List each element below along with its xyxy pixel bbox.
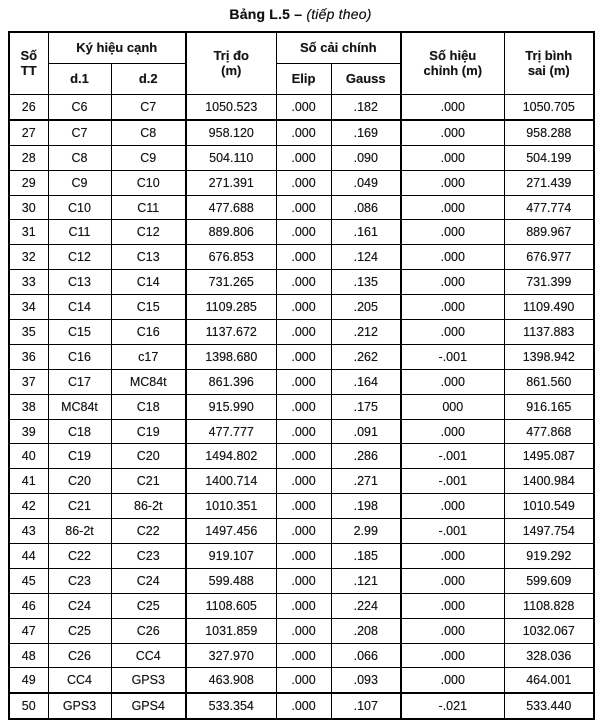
- cell-tri-binh-sai: 1050.705: [504, 95, 594, 120]
- cell-d2: C25: [111, 593, 186, 618]
- cell-tri-binh-sai: 477.868: [504, 419, 594, 444]
- cell-d2: C24: [111, 568, 186, 593]
- cell-d1: C24: [48, 593, 111, 618]
- cell-so-hieu-chinh: -.001: [401, 519, 504, 544]
- cell-d1: C26: [48, 643, 111, 668]
- cell-so-tt: 44: [9, 544, 48, 569]
- table-row: [9, 444, 594, 469]
- cell-so-hieu-chinh: -.021: [401, 693, 504, 719]
- cell-so-tt: 35: [9, 320, 48, 345]
- cell-d1: GPS3: [48, 693, 111, 719]
- cell-tri-binh-sai: 1032.067: [504, 618, 594, 643]
- cell-d1: C18: [48, 419, 111, 444]
- cell-d1: MC84t: [48, 394, 111, 419]
- cell-elip: .000: [276, 444, 331, 469]
- cell-gauss: .135: [331, 270, 401, 295]
- cell-d1: C7: [48, 120, 111, 145]
- cell-tri-do: 889.806: [186, 220, 276, 245]
- cell-so-hieu-chinh: -.001: [401, 444, 504, 469]
- header-ky-hieu-canh: Ký hiệu cạnh: [48, 32, 186, 64]
- table-row: [9, 95, 594, 120]
- cell-gauss: .066: [331, 643, 401, 668]
- cell-tri-binh-sai: 328.036: [504, 643, 594, 668]
- table-row: [9, 419, 594, 444]
- cell-d2: C18: [111, 394, 186, 419]
- cell-d2: 86-2t: [111, 494, 186, 519]
- cell-elip: .000: [276, 668, 331, 693]
- cell-tri-binh-sai: 533.440: [504, 693, 594, 719]
- cell-elip: .000: [276, 120, 331, 145]
- cell-d1: C23: [48, 568, 111, 593]
- cell-so-hieu-chinh: .000: [401, 494, 504, 519]
- table-row: [9, 618, 594, 643]
- cell-so-tt: 34: [9, 295, 48, 320]
- cell-so-hieu-chinh: .000: [401, 120, 504, 145]
- cell-elip: .000: [276, 170, 331, 195]
- cell-so-tt: 43: [9, 519, 48, 544]
- cell-so-tt: 40: [9, 444, 48, 469]
- cell-tri-binh-sai: 861.560: [504, 369, 594, 394]
- cell-elip: .000: [276, 245, 331, 270]
- cell-so-hieu-chinh: 000: [401, 394, 504, 419]
- cell-tri-binh-sai: 464.001: [504, 668, 594, 693]
- cell-tri-do: 1010.351: [186, 494, 276, 519]
- cell-so-tt: 48: [9, 643, 48, 668]
- cell-tri-do: 1109.285: [186, 295, 276, 320]
- cell-gauss: .169: [331, 120, 401, 145]
- cell-tri-do: 1108.605: [186, 593, 276, 618]
- cell-d1: C12: [48, 245, 111, 270]
- cell-d1: 86-2t: [48, 519, 111, 544]
- cell-d1: C14: [48, 295, 111, 320]
- cell-d2: C9: [111, 145, 186, 170]
- cell-gauss: .271: [331, 469, 401, 494]
- cell-gauss: .164: [331, 369, 401, 394]
- cell-so-hieu-chinh: .000: [401, 593, 504, 618]
- cell-elip: .000: [276, 568, 331, 593]
- cell-d1: C8: [48, 145, 111, 170]
- cell-so-hieu-chinh: .000: [401, 95, 504, 120]
- table-row: [9, 668, 594, 693]
- cell-d2: C15: [111, 295, 186, 320]
- table-title-suffix: (tiếp theo): [306, 6, 372, 22]
- cell-tri-binh-sai: 271.439: [504, 170, 594, 195]
- cell-d1: C17: [48, 369, 111, 394]
- table-row: [9, 568, 594, 593]
- cell-gauss: .198: [331, 494, 401, 519]
- cell-so-hieu-chinh: .000: [401, 419, 504, 444]
- table-row: [9, 593, 594, 618]
- table-header: [9, 32, 594, 95]
- table-row: [9, 394, 594, 419]
- cell-tri-binh-sai: 889.967: [504, 220, 594, 245]
- cell-d2: C21: [111, 469, 186, 494]
- cell-tri-binh-sai: 1108.828: [504, 593, 594, 618]
- cell-so-tt: 45: [9, 568, 48, 593]
- cell-gauss: .124: [331, 245, 401, 270]
- header-tri-binh-sai: Trị bình sai (m): [504, 32, 594, 95]
- cell-so-hieu-chinh: .000: [401, 220, 504, 245]
- cell-so-tt: 41: [9, 469, 48, 494]
- cell-so-tt: 27: [9, 120, 48, 145]
- cell-gauss: .182: [331, 95, 401, 120]
- cell-so-tt: 49: [9, 668, 48, 693]
- cell-tri-do: 271.391: [186, 170, 276, 195]
- table-row: [9, 544, 594, 569]
- cell-gauss: .212: [331, 320, 401, 345]
- header-d1: d.1: [48, 64, 111, 95]
- cell-d1: C11: [48, 220, 111, 245]
- cell-tri-do: 1494.802: [186, 444, 276, 469]
- cell-elip: .000: [276, 220, 331, 245]
- cell-tri-do: 919.107: [186, 544, 276, 569]
- cell-gauss: .091: [331, 419, 401, 444]
- cell-so-tt: 30: [9, 195, 48, 220]
- cell-d1: C15: [48, 320, 111, 345]
- cell-elip: .000: [276, 618, 331, 643]
- cell-d2: C20: [111, 444, 186, 469]
- cell-tri-do: 861.396: [186, 369, 276, 394]
- cell-so-hieu-chinh: .000: [401, 668, 504, 693]
- cell-tri-do: 477.688: [186, 195, 276, 220]
- cell-d1: C9: [48, 170, 111, 195]
- cell-tri-do: 1050.523: [186, 95, 276, 120]
- cell-so-hieu-chinh: .000: [401, 643, 504, 668]
- cell-so-tt: 37: [9, 369, 48, 394]
- cell-gauss: .161: [331, 220, 401, 245]
- cell-d1: C6: [48, 95, 111, 120]
- cell-d1: CC4: [48, 668, 111, 693]
- table-title: [8, 0, 593, 22]
- cell-tri-binh-sai: 1400.984: [504, 469, 594, 494]
- table-row: [9, 643, 594, 668]
- cell-tri-binh-sai: 731.399: [504, 270, 594, 295]
- table-row: [9, 693, 594, 719]
- table-title-dash: –: [294, 6, 303, 22]
- cell-gauss: .224: [331, 593, 401, 618]
- cell-so-tt: 36: [9, 344, 48, 369]
- cell-tri-do: 327.970: [186, 643, 276, 668]
- cell-tri-binh-sai: 599.609: [504, 568, 594, 593]
- cell-tri-do: 599.488: [186, 568, 276, 593]
- survey-adjustment-table: [8, 31, 595, 720]
- cell-so-tt: 47: [9, 618, 48, 643]
- cell-d1: C16: [48, 344, 111, 369]
- cell-so-tt: 28: [9, 145, 48, 170]
- cell-elip: .000: [276, 369, 331, 394]
- cell-so-tt: 39: [9, 419, 48, 444]
- table-row: [9, 145, 594, 170]
- table-row: [9, 120, 594, 145]
- cell-tri-do: 676.853: [186, 245, 276, 270]
- header-so-tt: Số TT: [9, 32, 48, 95]
- cell-gauss: .049: [331, 170, 401, 195]
- cell-d1: C21: [48, 494, 111, 519]
- cell-d2: C11: [111, 195, 186, 220]
- cell-so-tt: 50: [9, 693, 48, 719]
- table-row: [9, 320, 594, 345]
- table-title-main: Bảng L.5: [229, 6, 291, 22]
- cell-so-tt: 32: [9, 245, 48, 270]
- cell-elip: .000: [276, 494, 331, 519]
- cell-tri-binh-sai: 919.292: [504, 544, 594, 569]
- cell-tri-do: 958.120: [186, 120, 276, 145]
- cell-gauss: .205: [331, 295, 401, 320]
- cell-gauss: .286: [331, 444, 401, 469]
- cell-so-hieu-chinh: .000: [401, 195, 504, 220]
- cell-elip: .000: [276, 295, 331, 320]
- cell-so-tt: 26: [9, 95, 48, 120]
- table-row: [9, 519, 594, 544]
- cell-elip: .000: [276, 544, 331, 569]
- cell-elip: .000: [276, 95, 331, 120]
- cell-tri-binh-sai: 1495.087: [504, 444, 594, 469]
- header-d2: d.2: [111, 64, 186, 95]
- cell-gauss: .093: [331, 668, 401, 693]
- cell-so-hieu-chinh: .000: [401, 568, 504, 593]
- header-elip: Elip: [276, 64, 331, 95]
- cell-elip: .000: [276, 195, 331, 220]
- cell-d2: C22: [111, 519, 186, 544]
- header-gauss: Gauss: [331, 64, 401, 95]
- cell-gauss: .090: [331, 145, 401, 170]
- table-body: [9, 95, 594, 720]
- cell-elip: .000: [276, 145, 331, 170]
- cell-d2: c17: [111, 344, 186, 369]
- cell-d2: GPS4: [111, 693, 186, 719]
- cell-d2: C13: [111, 245, 186, 270]
- table-row: [9, 344, 594, 369]
- cell-tri-do: 915.990: [186, 394, 276, 419]
- header-so-cai-chinh: Số cải chính: [276, 32, 401, 64]
- table-row: [9, 369, 594, 394]
- cell-gauss: .262: [331, 344, 401, 369]
- cell-so-tt: 31: [9, 220, 48, 245]
- cell-d1: C20: [48, 469, 111, 494]
- table-row: [9, 295, 594, 320]
- cell-d2: C16: [111, 320, 186, 345]
- cell-d2: C14: [111, 270, 186, 295]
- cell-d1: C13: [48, 270, 111, 295]
- cell-elip: .000: [276, 643, 331, 668]
- cell-d1: C22: [48, 544, 111, 569]
- cell-d1: C19: [48, 444, 111, 469]
- cell-elip: .000: [276, 270, 331, 295]
- cell-tri-binh-sai: 504.199: [504, 145, 594, 170]
- cell-d2: CC4: [111, 643, 186, 668]
- cell-elip: .000: [276, 693, 331, 719]
- cell-d2: C10: [111, 170, 186, 195]
- cell-tri-binh-sai: 1109.490: [504, 295, 594, 320]
- cell-tri-do: 1400.714: [186, 469, 276, 494]
- cell-elip: .000: [276, 469, 331, 494]
- cell-d2: C19: [111, 419, 186, 444]
- table-row: [9, 220, 594, 245]
- cell-so-hieu-chinh: .000: [401, 295, 504, 320]
- cell-elip: .000: [276, 344, 331, 369]
- cell-gauss: .175: [331, 394, 401, 419]
- cell-so-hieu-chinh: -.001: [401, 344, 504, 369]
- cell-gauss: 2.99: [331, 519, 401, 544]
- cell-so-tt: 46: [9, 593, 48, 618]
- cell-d2: C12: [111, 220, 186, 245]
- cell-so-tt: 33: [9, 270, 48, 295]
- cell-so-tt: 42: [9, 494, 48, 519]
- cell-so-hieu-chinh: .000: [401, 270, 504, 295]
- cell-gauss: .121: [331, 568, 401, 593]
- cell-elip: .000: [276, 320, 331, 345]
- cell-d2: MC84t: [111, 369, 186, 394]
- cell-tri-binh-sai: 477.774: [504, 195, 594, 220]
- cell-elip: .000: [276, 419, 331, 444]
- cell-tri-do: 477.777: [186, 419, 276, 444]
- table-row: [9, 170, 594, 195]
- cell-tri-do: 1398.680: [186, 344, 276, 369]
- cell-elip: .000: [276, 593, 331, 618]
- cell-gauss: .107: [331, 693, 401, 719]
- table-row: [9, 469, 594, 494]
- cell-so-tt: 38: [9, 394, 48, 419]
- cell-tri-do: 463.908: [186, 668, 276, 693]
- cell-tri-binh-sai: 1398.942: [504, 344, 594, 369]
- cell-tri-do: 731.265: [186, 270, 276, 295]
- cell-tri-do: 533.354: [186, 693, 276, 719]
- cell-tri-binh-sai: 676.977: [504, 245, 594, 270]
- cell-d2: C23: [111, 544, 186, 569]
- cell-d2: C8: [111, 120, 186, 145]
- cell-tri-binh-sai: 1497.754: [504, 519, 594, 544]
- cell-gauss: .086: [331, 195, 401, 220]
- cell-d1: C10: [48, 195, 111, 220]
- cell-elip: .000: [276, 519, 331, 544]
- cell-tri-binh-sai: 916.165: [504, 394, 594, 419]
- cell-tri-do: 1497.456: [186, 519, 276, 544]
- table-row: [9, 245, 594, 270]
- cell-so-hieu-chinh: .000: [401, 145, 504, 170]
- cell-tri-binh-sai: 1010.549: [504, 494, 594, 519]
- cell-so-hieu-chinh: .000: [401, 245, 504, 270]
- cell-d2: GPS3: [111, 668, 186, 693]
- cell-tri-do: 1137.672: [186, 320, 276, 345]
- cell-so-hieu-chinh: .000: [401, 170, 504, 195]
- cell-gauss: .185: [331, 544, 401, 569]
- header-row-1: [9, 32, 594, 64]
- cell-d2: C26: [111, 618, 186, 643]
- cell-tri-do: 504.110: [186, 145, 276, 170]
- cell-d2: C7: [111, 95, 186, 120]
- cell-tri-do: 1031.859: [186, 618, 276, 643]
- header-tri-do: Trị đo (m): [186, 32, 276, 95]
- cell-tri-binh-sai: 958.288: [504, 120, 594, 145]
- table-row: [9, 494, 594, 519]
- cell-tri-binh-sai: 1137.883: [504, 320, 594, 345]
- cell-elip: .000: [276, 394, 331, 419]
- table-row: [9, 270, 594, 295]
- cell-so-hieu-chinh: .000: [401, 320, 504, 345]
- cell-so-hieu-chinh: .000: [401, 618, 504, 643]
- cell-gauss: .208: [331, 618, 401, 643]
- header-so-hieu-chinh: Số hiệu chỉnh (m): [401, 32, 504, 95]
- table-row: [9, 195, 594, 220]
- cell-d1: C25: [48, 618, 111, 643]
- cell-so-hieu-chinh: -.001: [401, 469, 504, 494]
- cell-so-hieu-chinh: .000: [401, 544, 504, 569]
- cell-so-hieu-chinh: .000: [401, 369, 504, 394]
- cell-so-tt: 29: [9, 170, 48, 195]
